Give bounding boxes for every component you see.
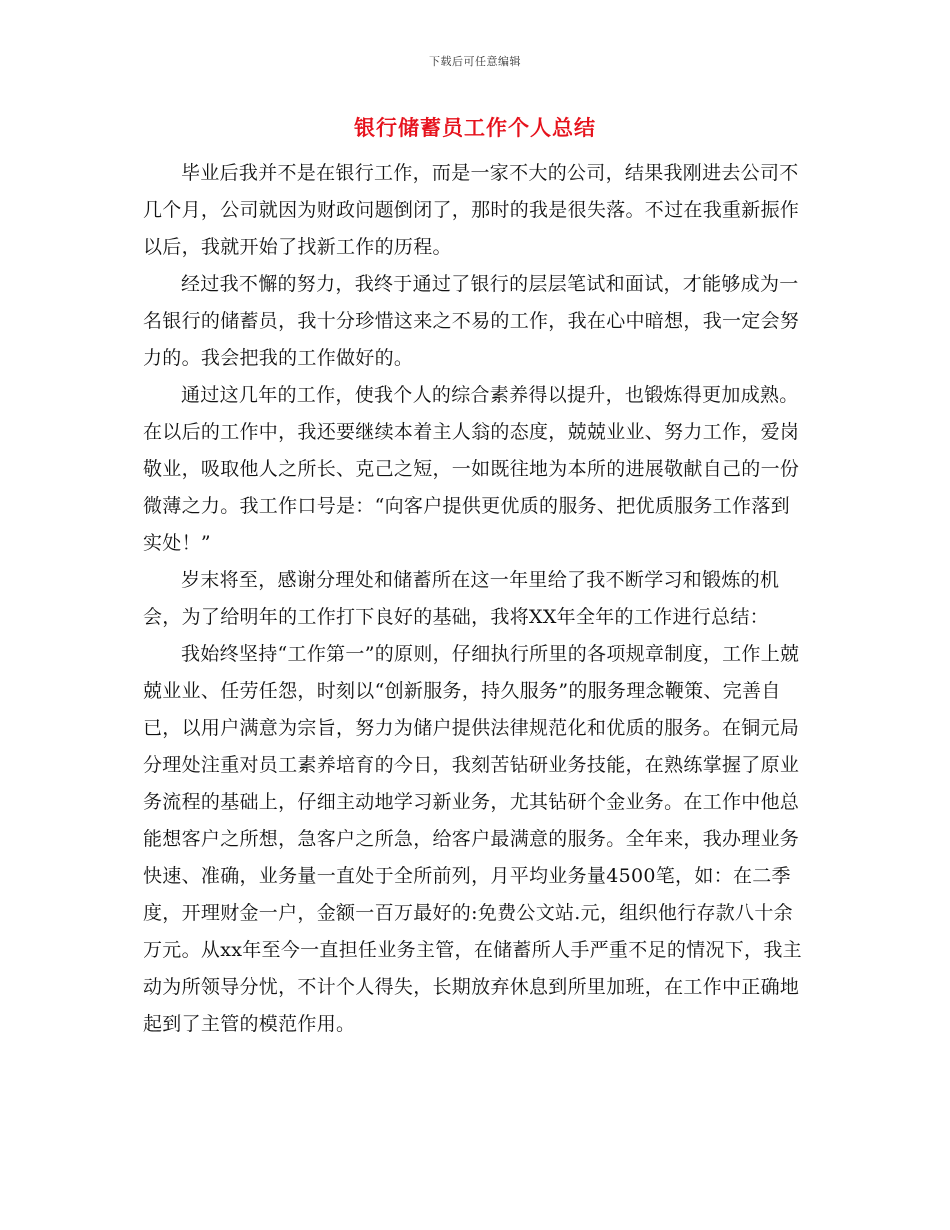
header-note: 下载后可任意编辑	[429, 55, 521, 68]
document-title: 银行储蓄员工作个人总结	[354, 115, 596, 140]
paragraph-year-end: 岁末将至，感谢分理处和储蓄所在这一年里给了我不断学习和锻炼的机会，为了给明年的工作打下良好的基础，我将XX年全年的工作进行总结：	[143, 569, 780, 628]
document-body	[143, 155, 803, 1043]
paragraph-work-summary: 我始终坚持“工作第一”的原则，仔细执行所里的各项规章制度，工作上兢兢业业、任劳任怨，时刻以“创新服务，持久服务”的服务理念鞭策、完善自已，以用户满意为宗旨，努力为储户提供法律规范化和优质的服务。在铜元局分理处注重对员工素养培育的今日，我刻苦钻研业务技能，在熟练掌握了原业务流程的基础上，仔细主动地学习新业务，尤其钻研个金业务。在工作中他总能想客户之所想，急客户之所急，给客户最满意的服务。全年来，我办理业务快速、准确，业务量一直处于全所前列，月平均业务量4500笔，如：在二季度，开理财金一户，金额一百万最好的:免费公文站.元，组织他行存款八十余万元。从xx年至今一直担任业务主管，在储蓄所人手严重不足的情况下，我主动为所领导分忧，不计个人得失，长期放弃休息到所里加班，在工作中正确地起到了主管的模范作用。	[143, 643, 802, 1035]
paragraph-intro: 毕业后我并不是在银行工作，而是一家不大的公司，结果我刚进去公司不几个月，公司就因为财政问题倒闭了，那时的我是很失落。不过在我重新振作以后，我就开始了找新工作的历程。	[143, 162, 800, 258]
paragraph-joining-bank: 经过我不懈的努力，我终于通过了银行的层层笔试和面试，才能够成为一名银行的储蓄员，我十分珍惜这来之不易的工作，我在心中暗想，我一定会努力的。我会把我的工作做好的。	[143, 273, 800, 369]
paragraph-growth: 通过这几年的工作，使我个人的综合素养得以提升，也锻炼得更加成熟。在以后的工作中，我还要继续本着主人翁的态度，兢兢业业、努力工作，爱岗敬业，吸取他人之所长、克己之短，一如既往地为本所的进展敬献自己的一份微薄之力。我工作口号是：“向客户提供更优质的服务、把优质服务工作落到实处！”	[143, 384, 800, 554]
